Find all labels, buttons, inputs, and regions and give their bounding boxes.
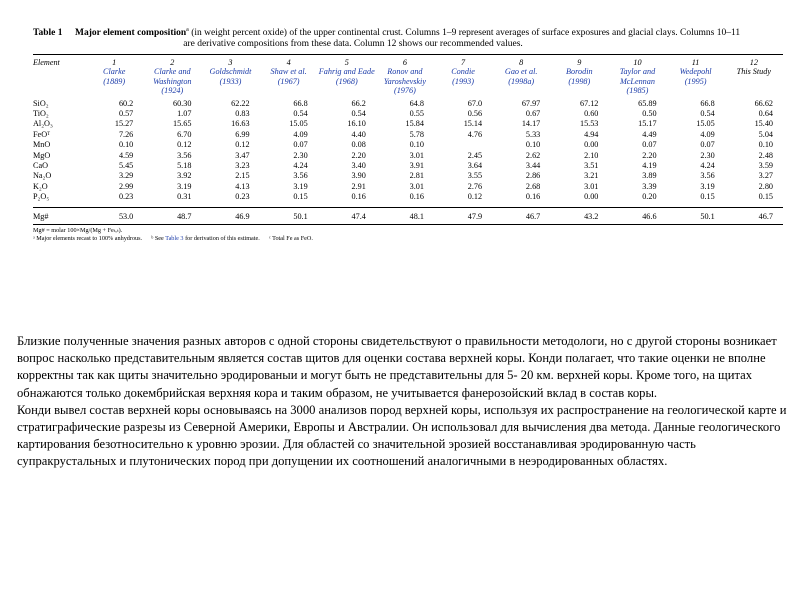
table-cell: 0.57	[118, 109, 134, 119]
table-cell	[434, 140, 492, 150]
table-cell: 4.24	[293, 161, 308, 171]
table-cell: 66.62	[754, 98, 773, 108]
column-author[interactable]: Wedepohl	[679, 67, 712, 77]
table-body	[33, 96, 783, 222]
element-name: K₂O	[33, 181, 48, 191]
table-cell: 0.54	[351, 109, 366, 119]
column-number: 2	[170, 58, 175, 67]
column-number: 11	[691, 58, 700, 67]
table-cell: 50.1	[667, 207, 725, 222]
title-footnote-marker: a	[186, 27, 189, 33]
table-cell: 0.83	[235, 109, 250, 119]
table-cell: 2.15	[235, 171, 250, 181]
table-cell: 3.55	[467, 171, 483, 181]
table-cell: 3.40	[351, 161, 366, 171]
oxide-table	[33, 55, 783, 222]
table-cell: 3.23	[235, 161, 250, 171]
column-number: 8	[519, 58, 524, 67]
table-cell: 3.92	[177, 171, 192, 181]
column-number: 4	[286, 58, 291, 67]
table-cell: 43.2	[550, 207, 608, 222]
table-cell: 50.1	[260, 207, 318, 222]
column-year[interactable]: (1924)	[161, 86, 184, 96]
table-cell: 3.19	[700, 181, 715, 191]
table-cell: 0.64	[758, 109, 773, 119]
column-header-10	[608, 55, 666, 96]
column-author[interactable]: Ronov and Yaroshevskiy	[383, 67, 426, 86]
table-cell: 3.51	[584, 161, 599, 171]
column-author[interactable]: Condie	[451, 67, 475, 77]
table-cell: 2.30	[293, 150, 308, 160]
table-cell: 4.59	[118, 150, 134, 160]
table-cell: 0.10	[409, 140, 424, 150]
table-cell: 60.30	[172, 98, 192, 108]
column-header-8	[492, 55, 550, 96]
table-cell: 0.10	[758, 140, 773, 150]
table-cell: 3.21	[584, 171, 599, 181]
table-cell: 60.2	[118, 98, 134, 108]
table-row	[33, 109, 783, 119]
column-year[interactable]: (1985)	[626, 86, 649, 96]
table-cell: 53.0	[85, 207, 143, 222]
table-cell: 2.81	[409, 171, 424, 181]
table-cell: 0.16	[351, 192, 366, 202]
table-row	[33, 96, 783, 109]
table-cell: 48.1	[376, 207, 434, 222]
table-cell: 66.8	[700, 98, 715, 108]
table-cell: 0.07	[642, 140, 657, 150]
table-cell: 0.55	[409, 109, 424, 119]
footnote-mg: Mg# = molar 100×Mg/(Mg + Feₜₒₜ).	[33, 226, 123, 234]
element-name: Mg#	[33, 207, 85, 222]
table-cell: 15.05	[289, 119, 308, 129]
table-cell: 3.56	[293, 171, 308, 181]
table-cell: 0.10	[118, 140, 134, 150]
column-header-3	[201, 55, 259, 96]
table-cell: 47.4	[318, 207, 376, 222]
table-cell: 3.91	[409, 161, 424, 171]
table-cell: 2.91	[351, 181, 366, 191]
table-cell: 47.9	[434, 207, 492, 222]
table-cell: 0.23	[235, 192, 250, 202]
table-cell: 67.0	[467, 98, 483, 108]
column-number: 7	[460, 58, 466, 67]
column-author[interactable]: Taylor and McLennan	[619, 67, 656, 86]
column-year[interactable]: (1995)	[684, 76, 707, 86]
column-year[interactable]: (1998a)	[508, 76, 535, 86]
table-cell: 15.53	[579, 119, 599, 129]
element-name: P₂O₅	[33, 192, 50, 202]
table-cell: 16.63	[231, 119, 250, 129]
table-cell: 2.30	[700, 150, 715, 160]
table-row	[33, 161, 783, 171]
table-header	[33, 55, 783, 96]
table-cell: 6.99	[235, 129, 250, 139]
table-cell: 46.7	[725, 207, 783, 222]
table-cell: 3.19	[293, 181, 308, 191]
table-cell: 3.59	[758, 161, 773, 171]
table-cell: 0.31	[177, 192, 192, 202]
column-number: 1	[112, 58, 117, 67]
column-header-11	[667, 55, 725, 96]
column-year[interactable]: (1967)	[277, 76, 300, 86]
table-cell: 0.07	[293, 140, 308, 150]
table-cell: 0.67	[525, 109, 541, 119]
element-column-header: Element	[33, 58, 60, 67]
column-header-1	[85, 55, 143, 96]
table-cell: 15.05	[696, 119, 715, 129]
table-label: Table 1	[33, 28, 63, 39]
column-author[interactable]: Borodin	[566, 67, 593, 77]
column-year[interactable]: (1998)	[568, 76, 591, 86]
table-cell: 0.12	[177, 140, 192, 150]
table-cell: 0.00	[584, 192, 599, 202]
table-cell: 66.2	[351, 98, 366, 108]
table-title-rest: (in weight percent oxide) of the upper continental crust. Columns 1–9 represent averages of surface exposures and glacial clays. Columns 10–11	[188, 28, 741, 39]
table-cell: 15.84	[405, 119, 424, 129]
table-cell: 6.70	[177, 129, 192, 139]
table-cell: 15.17	[638, 119, 657, 129]
column-author[interactable]: Gao et al.	[504, 67, 538, 77]
table-cell: 15.40	[754, 119, 773, 129]
column-author[interactable]: Shaw et al.	[270, 67, 307, 77]
column-number: 3	[228, 58, 233, 67]
table-cell: 46.9	[201, 207, 259, 222]
column-year[interactable]: (1968)	[335, 76, 358, 86]
column-header-7	[434, 55, 492, 96]
column-number: 12	[749, 58, 758, 67]
element-name: MnO	[33, 140, 51, 150]
caption-line-2: are derivative compositions from these data. Column 12 shows our recommended values.	[183, 39, 523, 50]
footnote-b-prefix: ᵇ See	[151, 234, 166, 242]
table-cell: 2.45	[467, 150, 483, 160]
header-row	[33, 55, 783, 96]
body-text	[17, 333, 797, 471]
table-cell: 2.80	[758, 181, 773, 191]
table-cell: 0.00	[584, 140, 599, 150]
table-cell: 0.15	[700, 192, 715, 202]
table-caption	[33, 27, 783, 50]
table-cell: 65.89	[638, 98, 657, 108]
table-cell: 4.40	[351, 129, 366, 139]
table-cell: 67.12	[579, 98, 599, 108]
table-row	[33, 182, 783, 192]
table-cell: 46.7	[492, 207, 550, 222]
table-cell: 5.18	[177, 161, 192, 171]
table-cell: 3.29	[118, 171, 134, 181]
table-cell: 2.86	[525, 171, 541, 181]
element-name: SiO₂	[33, 98, 49, 108]
table-cell: 4.19	[642, 161, 657, 171]
table-cell: 3.44	[525, 161, 541, 171]
column-year[interactable]: (1976)	[393, 86, 416, 96]
table-cell: 1.07	[177, 109, 192, 119]
table-cell: 4.24	[700, 161, 715, 171]
table-cell: 0.56	[467, 109, 483, 119]
footnote-b-suffix: for derivation of this estimate.	[183, 234, 260, 242]
table-cell: 0.54	[293, 109, 308, 119]
table-cell: 0.23	[118, 192, 134, 202]
table-cell: 3.27	[758, 171, 773, 181]
footnote-c: ᶜ Total Fe as FeO.	[269, 234, 313, 242]
table-cell: 0.20	[642, 192, 657, 202]
table-row	[33, 171, 783, 181]
table-cell: 3.01	[584, 181, 599, 191]
element-name: Na₂O	[33, 171, 52, 181]
table-cell: 2.62	[525, 150, 541, 160]
table-cell: 0.12	[467, 192, 483, 202]
table-cell: 15.14	[463, 119, 483, 129]
element-name: FeOᵀ	[33, 129, 51, 139]
table-cell: 0.54	[700, 109, 715, 119]
table-cell: 66.8	[293, 98, 308, 108]
table-cell: 2.76	[467, 181, 483, 191]
table-footnotes	[33, 224, 783, 243]
table-cell: 15.27	[114, 119, 134, 129]
table-cell: 4.76	[467, 129, 483, 139]
table-cell: 3.19	[177, 181, 192, 191]
footnote-a: ᵃ Major elements recast to 100% anhydrous.	[33, 234, 143, 242]
table-cell: 3.01	[409, 150, 424, 160]
table-cell: 2.20	[642, 150, 657, 160]
paragraph-2: Конди вывел состав верхней коры основываясь на 3000 анализов пород верхней коры, используя их распространение на геологической карте и стратиграфические разрезы из Северной Америки, Европы и Австралии. Он использовал для вычисления два метода. Данные геологического картирования безотносительно к уровню эрозии. Для областей со значительной эрозией восстанавливая эродированную часть супракрустальных и плутонических пород при допущении их соотношений аналогичными в неэродированных областях.	[17, 402, 787, 469]
table-row	[33, 192, 783, 207]
table-cell: 2.10	[584, 150, 599, 160]
table-cell: 16.10	[347, 119, 366, 129]
table-cell: 62.22	[231, 98, 250, 108]
table-cell: 0.10	[525, 140, 541, 150]
table-cell: 5.04	[758, 129, 773, 139]
column-author[interactable]: Clarke and Washington	[153, 67, 192, 86]
table-title: Major element composition	[75, 28, 187, 39]
table-cell: 0.16	[525, 192, 541, 202]
table-cell: 2.99	[118, 181, 134, 191]
table-cell: 14.17	[521, 119, 541, 129]
element-name: Al₂O₃	[33, 119, 53, 129]
table-cell: 0.15	[293, 192, 308, 202]
table-cell: 4.13	[235, 181, 250, 191]
column-number: 5	[344, 58, 349, 67]
column-year[interactable]: (1889)	[103, 76, 126, 86]
table-cell: 3.01	[409, 181, 424, 191]
column-header-5	[318, 55, 376, 96]
table-row	[33, 151, 783, 161]
table-3-link[interactable]: Table 3	[165, 234, 184, 242]
table-cell: 64.8	[409, 98, 424, 108]
element-name: MgO	[33, 150, 51, 160]
column-author[interactable]: Clarke	[103, 67, 126, 77]
column-year[interactable]: (1993)	[452, 76, 474, 86]
paragraph-1: Близкие полученные значения разных авторов с одной стороны свидетельствуют о правильности методологи, но с другой стороны возникает вопрос насколько представительным является состав щитов для оценки состава верхней коры. Конди полагает, что такие оценки не вполне корректны так как щиты значительно эродированыи и могут быть не представительны для 5- 20 км. верхней коры. Кроме того, на щитах обнажаются только докембрийская верхняя кора и таким образом, не учитывается фанерозойский вклад в состав коры.	[17, 334, 777, 400]
table-cell: 4.09	[700, 129, 715, 139]
table-cell: 48.7	[143, 207, 201, 222]
table-cell: 2.48	[758, 150, 773, 160]
table-cell: 0.16	[409, 192, 424, 202]
table-cell: 5.33	[525, 129, 541, 139]
table-cell: 3.39	[642, 181, 657, 191]
column-year[interactable]: (1933)	[219, 76, 242, 86]
column-header-9	[550, 55, 608, 96]
column-header-6	[376, 55, 434, 96]
column-header-12	[725, 55, 783, 96]
table-cell: 0.60	[584, 109, 599, 119]
caption-line-1	[33, 27, 783, 39]
table-figure	[33, 27, 783, 242]
column-number: 9	[577, 58, 582, 67]
table-cell: 0.07	[700, 140, 715, 150]
table-cell: 67.97	[521, 98, 541, 108]
table-cell: 5.78	[409, 129, 424, 139]
table-cell: 4.49	[642, 129, 657, 139]
column-author[interactable]: Goldschmidt	[209, 67, 252, 77]
element-name: TiO₂	[33, 109, 49, 119]
table-cell: 3.56	[177, 150, 192, 160]
footnote-line	[33, 235, 783, 243]
table-row	[33, 140, 783, 150]
table-cell: 3.89	[642, 171, 657, 181]
column-author: This Study	[736, 67, 772, 77]
table-cell: 0.15	[758, 192, 773, 202]
table-row	[33, 207, 783, 222]
column-header-2	[143, 55, 201, 96]
table-cell: 3.47	[235, 150, 250, 160]
table-cell: 0.50	[642, 109, 657, 119]
table-cell: 0.08	[351, 140, 366, 150]
table-cell: 4.09	[293, 129, 308, 139]
table-cell: 2.20	[351, 150, 366, 160]
table-cell: 2.68	[525, 181, 541, 191]
table-cell: 15.65	[172, 119, 192, 129]
table-cell: 0.12	[235, 140, 250, 150]
element-name: CaO	[33, 161, 49, 171]
table-cell: 3.56	[700, 171, 715, 181]
table-cell: 5.45	[118, 161, 134, 171]
table-cell: 3.90	[351, 171, 366, 181]
table-cell: 3.64	[467, 161, 483, 171]
table-cell: 4.94	[584, 129, 599, 139]
table-cell: 7.26	[118, 129, 134, 139]
column-author[interactable]: Fahrig and Eade	[318, 67, 375, 77]
column-number: 10	[633, 58, 642, 67]
table-row	[33, 130, 783, 140]
column-number: 6	[402, 58, 407, 67]
column-header-4	[260, 55, 318, 96]
table-cell: 46.6	[608, 207, 666, 222]
table-row	[33, 119, 783, 129]
